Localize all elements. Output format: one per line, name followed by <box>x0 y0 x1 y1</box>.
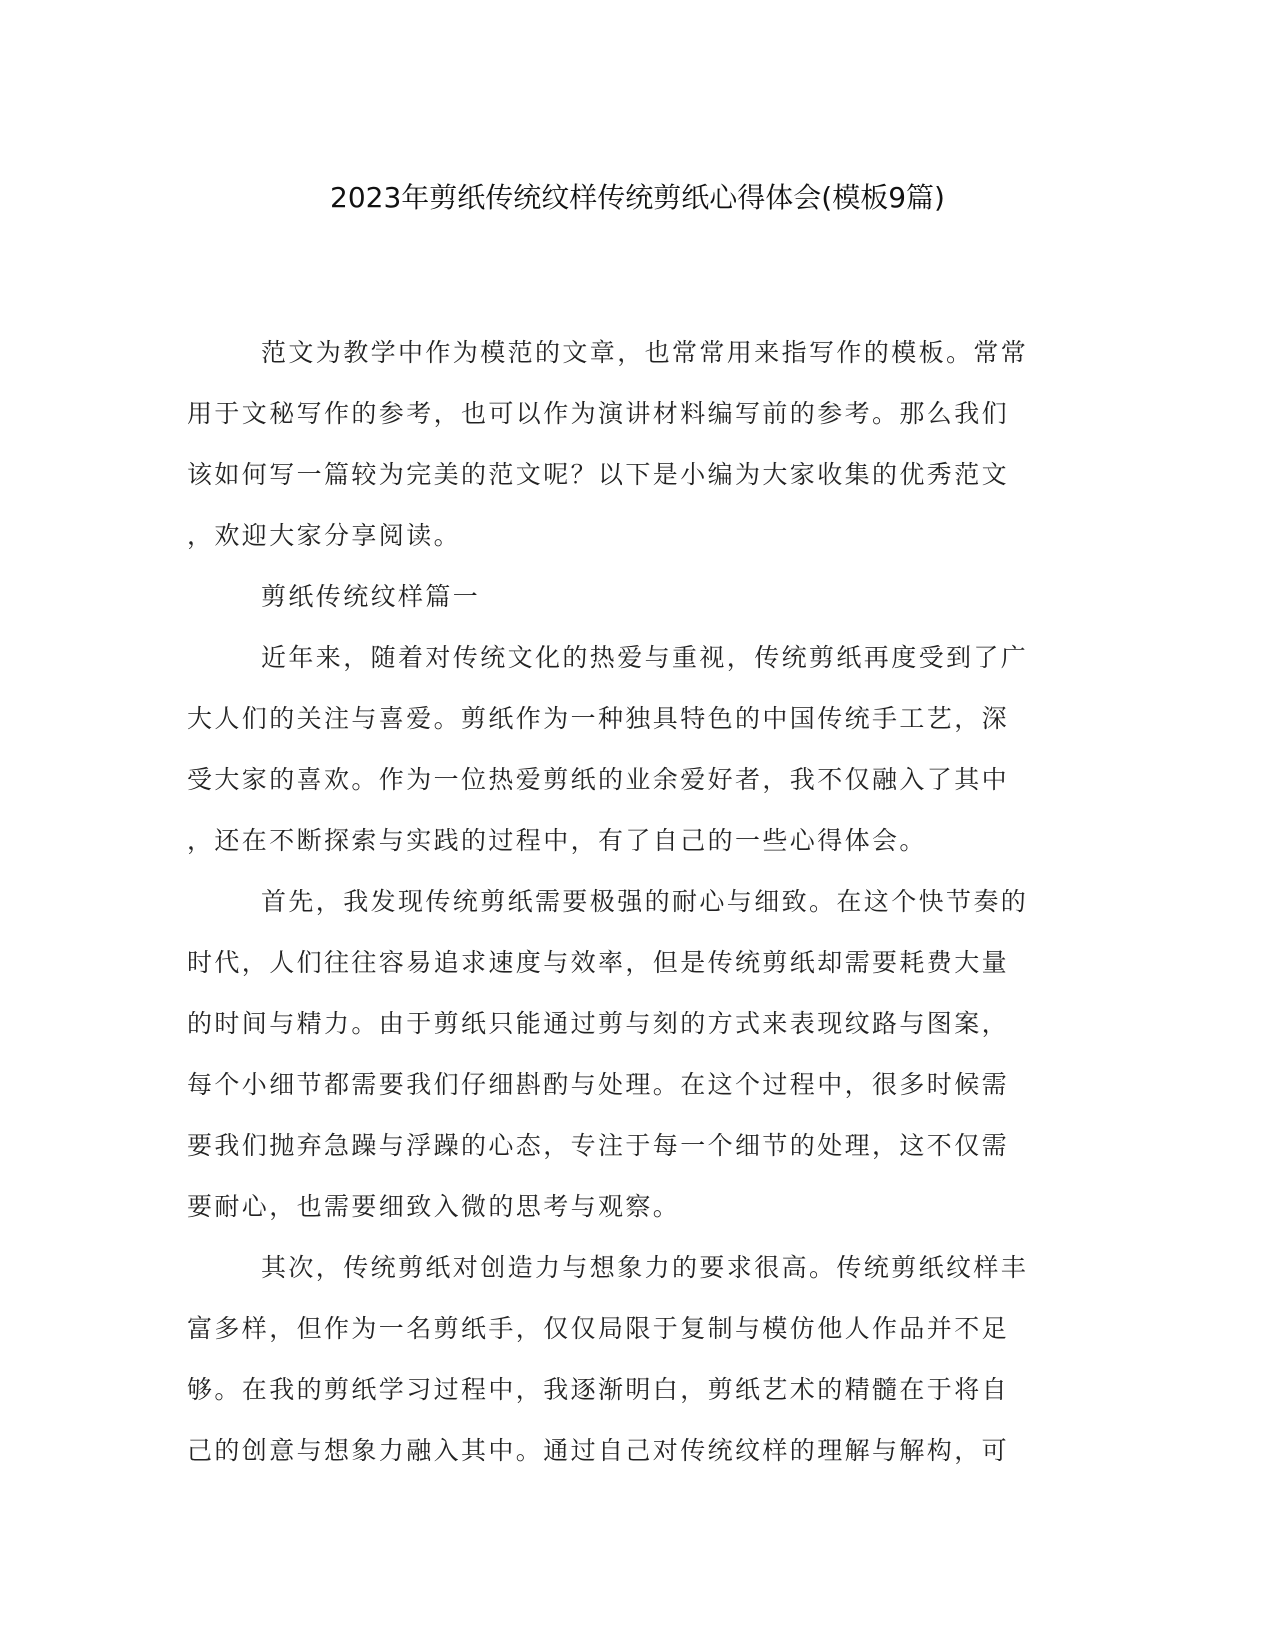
text-line: 己的创意与想象力融入其中。通过自己对传统纹样的理解与解构，可 <box>187 1436 1010 1465</box>
text-line: 的时间与精力。由于剪纸只能通过剪与刻的方式来表现纹路与图案， <box>187 1009 1010 1038</box>
paragraph-intro <box>187 322 1087 566</box>
paragraph <box>187 1237 1087 1481</box>
document-title: 2023年剪纸传统纹样传统剪纸心得体会(模板9篇) <box>330 181 945 214</box>
text-line: 剪纸传统纹样篇一 <box>261 582 481 611</box>
paragraph <box>187 627 1087 871</box>
text-line: ，欢迎大家分享阅读。 <box>187 521 462 550</box>
paragraph <box>187 871 1087 1237</box>
text-line: 要耐心，也需要细致入微的思考与观察。 <box>187 1192 681 1221</box>
text-line: 首先，我发现传统剪纸需要极强的耐心与细致。在这个快节奏的 <box>261 887 1029 916</box>
section-heading <box>187 566 1087 627</box>
text-line: 富多样，但作为一名剪纸手，仅仅局限于复制与模仿他人作品并不足 <box>187 1314 1010 1343</box>
text-line: 够。在我的剪纸学习过程中，我逐渐明白，剪纸艺术的精髓在于将自 <box>187 1375 1010 1404</box>
text-line: 受大家的喜欢。作为一位热爱剪纸的业余爱好者，我不仅融入了其中 <box>187 765 1010 794</box>
document-body <box>187 322 1087 1481</box>
text-line: 每个小细节都需要我们仔细斟酌与处理。在这个过程中，很多时候需 <box>187 1070 1010 1099</box>
text-line: 其次，传统剪纸对创造力与想象力的要求很高。传统剪纸纹样丰 <box>261 1253 1029 1282</box>
text-line: 近年来，随着对传统文化的热爱与重视，传统剪纸再度受到了广 <box>261 643 1029 672</box>
text-line: 该如何写一篇较为完美的范文呢？以下是小编为大家收集的优秀范文 <box>187 460 1010 489</box>
text-line: 时代，人们往往容易追求速度与效率，但是传统剪纸却需要耗费大量 <box>187 948 1010 977</box>
text-line: 范文为教学中作为模范的文章，也常常用来指写作的模板。常常 <box>261 338 1029 367</box>
text-line: 大人们的关注与喜爱。剪纸作为一种独具特色的中国传统手工艺，深 <box>187 704 1010 733</box>
text-line: ，还在不断探索与实践的过程中，有了自己的一些心得体会。 <box>187 826 927 855</box>
text-line: 要我们抛弃急躁与浮躁的心态，专注于每一个细节的处理，这不仅需 <box>187 1131 1010 1160</box>
text-line: 用于文秘写作的参考，也可以作为演讲材料编写前的参考。那么我们 <box>187 399 1010 428</box>
